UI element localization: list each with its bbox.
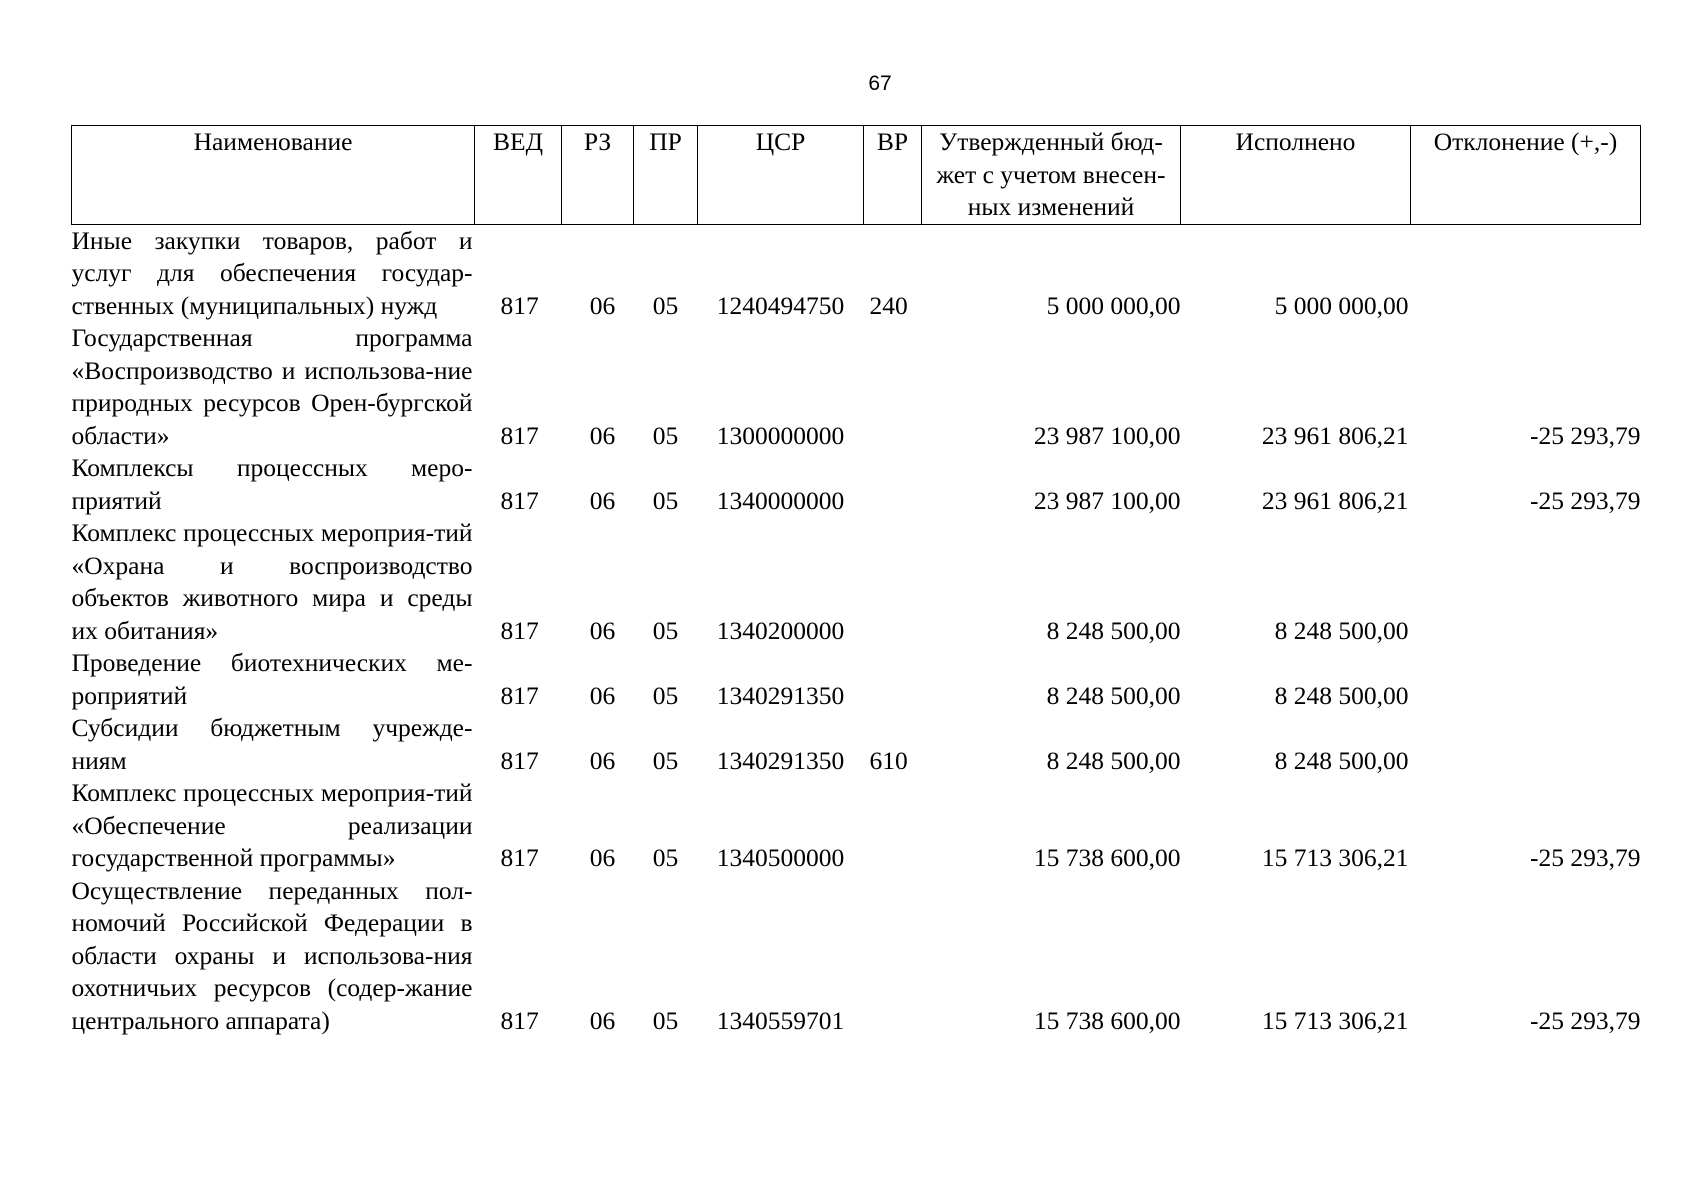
row-csr: 1340559701 [716,1005,845,1035]
row-approved: 8 248 500,00 [1046,615,1181,645]
row-executed: 8 248 500,00 [1274,615,1409,645]
row-deviation: -25 293,79 [1530,485,1641,515]
table-row [72,647,1641,712]
row-csr: 1340291350 [716,745,845,775]
row-name: Государственная программа «Воспроизводство и использова-ние природных ресурсов Орен-бургской области» [71,323,473,450]
header-executed: Исполнено [1181,126,1411,225]
row-vr [864,777,922,875]
row-rz: 06 [589,485,616,515]
row-rz: 06 [589,420,616,450]
page-number: 67 [868,72,892,95]
row-pr: 05 [652,290,679,320]
row-csr: 1300000000 [716,420,845,450]
row-ved: 817 [500,1005,539,1035]
row-ved: 817 [500,615,539,645]
row-rz: 06 [589,745,616,775]
row-name: Субсидии бюджетным учрежде-ниям [71,713,473,775]
row-deviation: -25 293,79 [1530,1005,1641,1035]
row-deviation: -25 293,79 [1530,843,1641,872]
table-row [72,322,1641,452]
row-approved: 23 987 100,00 [1033,485,1181,515]
header-vr: ВР [864,126,922,225]
row-pr: 05 [652,420,679,450]
row-deviation: -25 293,79 [1530,420,1641,450]
table-row [72,517,1641,647]
header-ved: ВЕД [475,126,562,225]
row-rz: 06 [589,615,616,645]
row-pr: 05 [652,615,679,645]
row-approved: 15 738 600,00 [1033,843,1181,872]
row-ved: 817 [500,680,539,710]
row-name: Иные закупки товаров, работ и услуг для обеспечения государ-ственных (муниципальных) нужд [71,225,473,320]
row-vr [864,647,922,712]
row-rz: 06 [589,290,616,320]
row-csr: 1340291350 [716,680,845,710]
row-executed: 23 961 806,21 [1261,485,1409,515]
row-name: Комплекс процессных мероприя-тий «Охрана и воспроизводство объектов животного мира и среды их обитания» [71,518,473,645]
table-row [72,712,1641,777]
row-csr: 1340200000 [716,615,845,645]
row-pr: 05 [652,680,679,710]
row-csr: 1340000000 [716,485,845,515]
row-vr: 240 [869,290,908,320]
header-csr: ЦСР [698,126,864,225]
table-header [72,126,1641,225]
row-rz: 06 [589,843,616,872]
budget-table [71,125,1641,1037]
row-deviation [1411,517,1641,647]
row-pr: 05 [652,1005,679,1035]
row-pr: 05 [652,485,679,515]
row-approved: 8 248 500,00 [1046,745,1181,775]
row-deviation [1411,224,1641,322]
row-executed: 23 961 806,21 [1261,420,1409,450]
row-csr: 1340500000 [716,843,845,872]
row-vr [864,322,922,452]
row-pr: 05 [652,745,679,775]
row-deviation [1411,647,1641,712]
row-deviation [1411,712,1641,777]
row-executed: 8 248 500,00 [1274,680,1409,710]
row-executed: 8 248 500,00 [1274,745,1409,775]
row-ved: 817 [500,745,539,775]
row-rz: 06 [589,1005,616,1035]
header-name: Наименование [72,126,475,225]
row-approved: 15 738 600,00 [1033,1005,1181,1035]
header-approved: Утвержденный бюд-жет с учетом внесен-ных изменений [922,126,1181,225]
row-name: Комплекс процессных мероприя-тий «Обеспечение реализации государственной программы» [71,778,473,872]
row-pr: 05 [652,843,679,872]
row-ved: 817 [500,843,539,872]
row-name: Осуществление переданных пол-номочий Российской Федерации в области охраны и использова-ния охотничьих ресурсов (содер-жание центрального аппарата) [71,875,473,1035]
row-csr: 1240494750 [716,290,845,320]
row-vr: 610 [869,745,908,775]
row-approved: 5 000 000,00 [1046,290,1181,320]
table-row [72,875,1641,1038]
row-approved: 23 987 100,00 [1033,420,1181,450]
row-ved: 817 [500,420,539,450]
row-vr [864,875,922,1038]
row-vr [864,517,922,647]
table-body [72,224,1641,1037]
table-row [72,452,1641,517]
row-name: Комплексы процессных меро-приятий [71,453,473,515]
header-deviation: Отклонение (+,-) [1411,126,1641,225]
row-name: Проведение биотехнических ме-роприятий [71,648,473,710]
row-executed: 15 713 306,21 [1261,843,1409,872]
row-rz: 06 [589,680,616,710]
row-ved: 817 [500,290,539,320]
row-executed: 15 713 306,21 [1261,1005,1409,1035]
row-approved: 8 248 500,00 [1046,680,1181,710]
table-row [72,777,1641,875]
row-executed: 5 000 000,00 [1274,290,1409,320]
row-vr [864,452,922,517]
table-row [72,224,1641,322]
header-rz: РЗ [562,126,634,225]
row-ved: 817 [500,485,539,515]
header-pr: ПР [634,126,698,225]
